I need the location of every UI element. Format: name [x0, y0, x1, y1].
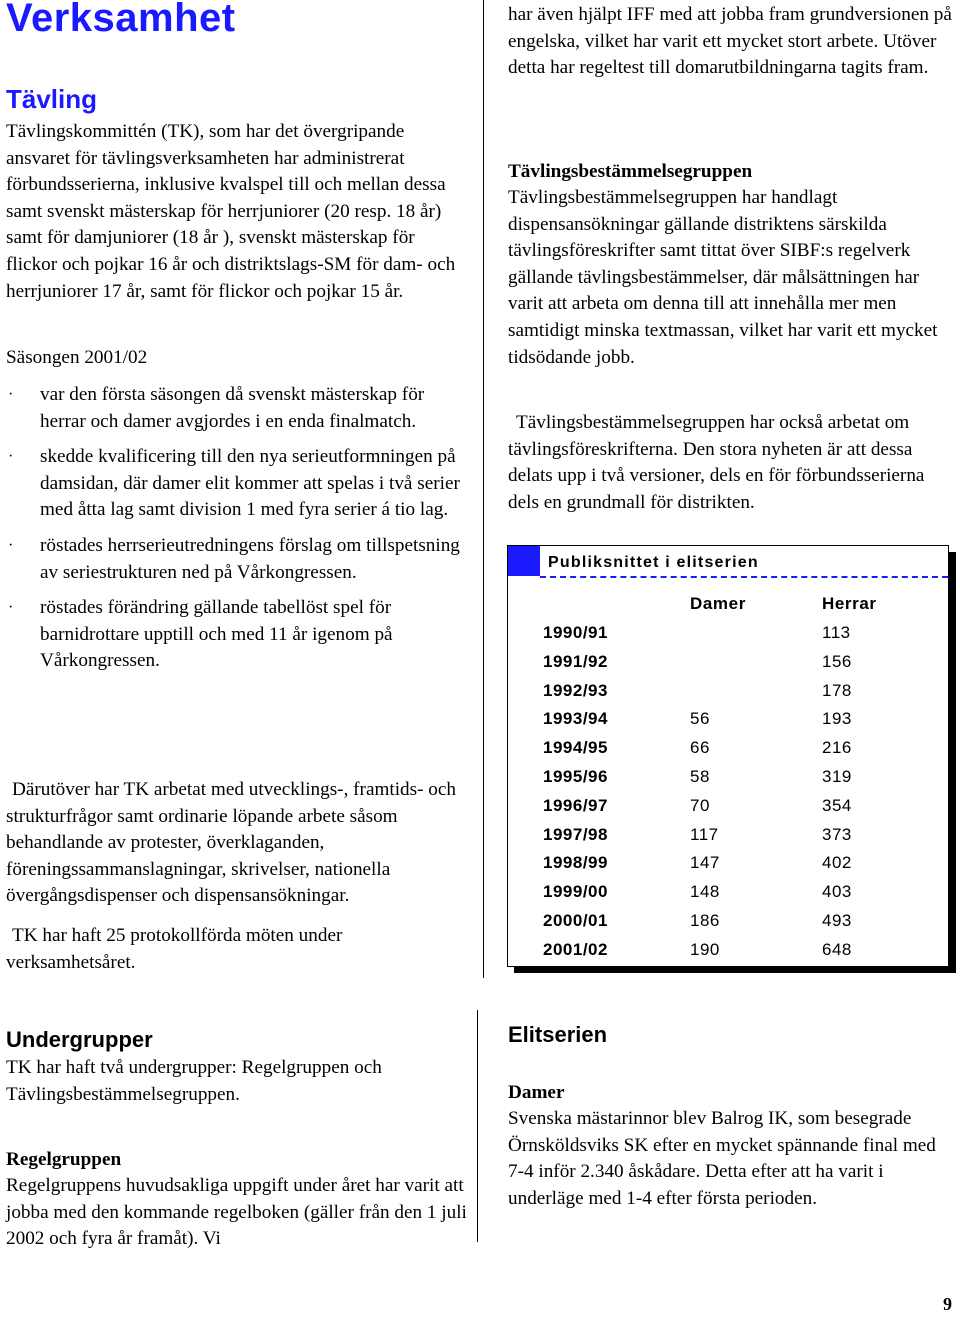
- tbg-heading: Tävlingsbestämmelsegruppen: [508, 161, 753, 182]
- damer-cell: 70: [690, 795, 710, 815]
- table-row: [508, 738, 948, 767]
- season-bullet-list: [6, 382, 466, 684]
- undergrupper-text: TK har haft två undergrupper: Regelgruppen och Tävlingsbestämmelsegruppen.: [6, 1057, 382, 1105]
- season-cell: 2000/01: [543, 911, 608, 930]
- damer-cell: 66: [690, 738, 710, 758]
- damer-cell: 147: [690, 853, 720, 873]
- list-item: · skedde kvalificering till den nya serieutformningen på damsidan, där damer elit kommer att spelas i två serier med åtta lag samt division 1 med fyra serier á tio lag.: [8, 446, 460, 521]
- column-header-herrar: Herrar: [822, 594, 877, 613]
- herrar-cell: 648: [822, 939, 852, 959]
- season-cell: 1998/99: [543, 853, 608, 873]
- list-item: · röstades förändring gällande tabellöst spel för barnidrottare upptill och med 11 år igenom på Vårkongressen.: [8, 597, 393, 672]
- table-row: [508, 911, 948, 940]
- section-heading-elitserien: Elitserien: [508, 1022, 608, 1047]
- table-row: [508, 767, 948, 796]
- damer-cell: 56: [690, 709, 710, 729]
- season-cell: 1993/94: [543, 709, 608, 729]
- herrar-cell: 493: [822, 911, 852, 930]
- herrar-cell: 373: [822, 824, 852, 844]
- herrar-cell: 216: [822, 738, 852, 758]
- damer-cell: 117: [690, 824, 719, 844]
- herrar-cell: 403: [822, 882, 852, 902]
- table-row: [508, 652, 948, 681]
- page-number: 9: [943, 1294, 952, 1314]
- column-divider-bottom: [477, 1010, 478, 1242]
- season-cell: 2001/02: [543, 939, 608, 959]
- season-cell: 1999/00: [543, 882, 608, 902]
- page-title: Verksamhet: [6, 0, 236, 40]
- table-title-underline: [540, 576, 948, 578]
- elitserien-damer-text: Svenska mästarinnor blev Balrog IK, som besegrade Örnsköldsviks SK efter en mycket spännande final med 7-4 inför 2.340 åskådare. Detta efter att ha varit i underläge med 1-4 efter första perioden.: [508, 1108, 936, 1209]
- bullet-icon: ·: [8, 536, 14, 554]
- tbg-text-1: Tävlingsbestämmelsegruppen har handlagt dispensansökningar gällande distriktens särskilda tävlingsföreskrifter samt tittat över SIBF:s regelverk gällande tävlingsbestämmelser, där målsättningen har varit att arbeta om denna till att innehålla mer men samtidigt minska textmassan, vilket har varit ett mycket tidsödande jobb.: [508, 187, 938, 368]
- season-cell: 1991/92: [543, 651, 608, 671]
- section-heading-undergrupper: Undergrupper: [6, 1027, 153, 1052]
- bullet-icon: ·: [8, 386, 14, 403]
- season-cell: 1992/93: [543, 680, 608, 700]
- list-item: · var den första säsongen då svenskt mästerskap för herrar och damer avgjordes i en enda finalmatch.: [8, 384, 425, 432]
- table-row: [508, 796, 948, 825]
- regelgruppen-text: Regelgruppens huvudsakliga uppgift under året har varit att jobba med den kommande regelboken (gäller från den 1 juli 2002 och fyra år framåt). Vi: [6, 1175, 467, 1250]
- herrar-cell: 113: [822, 623, 851, 642]
- season-label: Säsongen 2001/02: [6, 347, 148, 368]
- regelgruppen-continuation: har även hjälpt IFF med att jobba fram grundversionen på engelska, vilket har varit ett mycket stort arbete. Utöver detta har regeltest till domarutbildningarna tagits fram.: [508, 4, 952, 79]
- season-cell: 1990/91: [543, 623, 608, 642]
- herrar-cell: 193: [822, 709, 852, 729]
- table-row: [508, 882, 948, 911]
- table-row: [508, 853, 948, 882]
- herrar-cell: 178: [822, 680, 852, 700]
- table-title: Publiksnittet i elitserien: [548, 554, 759, 571]
- damer-cell: 148: [690, 882, 720, 902]
- table-row: [508, 681, 948, 710]
- table-accent-square: [508, 546, 540, 576]
- damer-cell: 186: [690, 911, 720, 930]
- tavling-paragraph-2: Därutöver har TK arbetat med utvecklings-, framtids- och strukturfrågor samt ordinarie löpande arbete såsom behandlande av protester, överklaganden, föreningssammanslagningar, skrivelser, nationella övergångsdispenser och dispensansökningar.: [6, 779, 457, 907]
- column-divider: [483, 0, 484, 978]
- elitserien-damer-heading: Damer: [508, 1082, 565, 1103]
- bullet-icon: ·: [8, 448, 14, 466]
- attendance-table: [507, 545, 949, 967]
- table-row: [508, 825, 948, 854]
- season-cell: 1995/96: [543, 767, 608, 786]
- damer-cell: 58: [690, 767, 710, 786]
- herrar-cell: 156: [822, 651, 852, 671]
- damer-cell: 190: [690, 939, 720, 959]
- table-row: [508, 709, 948, 738]
- regelgruppen-heading: Regelgruppen: [6, 1149, 122, 1170]
- tavling-paragraph-3: TK har haft 25 protokollförda möten under verksamhetsåret.: [6, 925, 343, 973]
- herrar-cell: 402: [822, 853, 852, 873]
- herrar-cell: 319: [822, 767, 852, 786]
- column-header-damer: Damer: [690, 594, 746, 613]
- season-cell: 1994/95: [543, 738, 608, 758]
- tbg-text-2: Tävlingsbestämmelsegruppen har också arbetat om tävlingsföreskrifterna. Den stora nyheten är att dessa delats upp i två versioner, dels en för förbundsserierna dels en grundmall för distrikten.: [508, 412, 925, 513]
- season-cell: 1996/97: [543, 795, 608, 815]
- herrar-cell: 354: [822, 795, 852, 815]
- table-row: [508, 940, 948, 969]
- list-item: · röstades herrserieutredningens förslag om tillspetsning av seriestrukturen ned på Vårkongressen.: [8, 534, 460, 583]
- table-row: [508, 623, 948, 652]
- bullet-icon: ·: [8, 599, 14, 617]
- season-cell: 1997/98: [543, 824, 608, 844]
- tavling-intro: Tävlingskommittén (TK), som har det övergripande ansvaret för tävlingsverksamheten har administrerat förbundsserierna, inklusive kvalspel till och mellan dessa samt svenskt mästerskap för herrjuniorer (20 resp. 18 år) samt för damjuniorer (18 år ), svenskt mästerskap för flickor och pojkar 16 år och distriktslags-SM för dam- och herrjuniorer 17 år, samt för flickor och pojkar 15 år.: [6, 121, 456, 302]
- section-heading-tavling: Tävling: [6, 84, 98, 114]
